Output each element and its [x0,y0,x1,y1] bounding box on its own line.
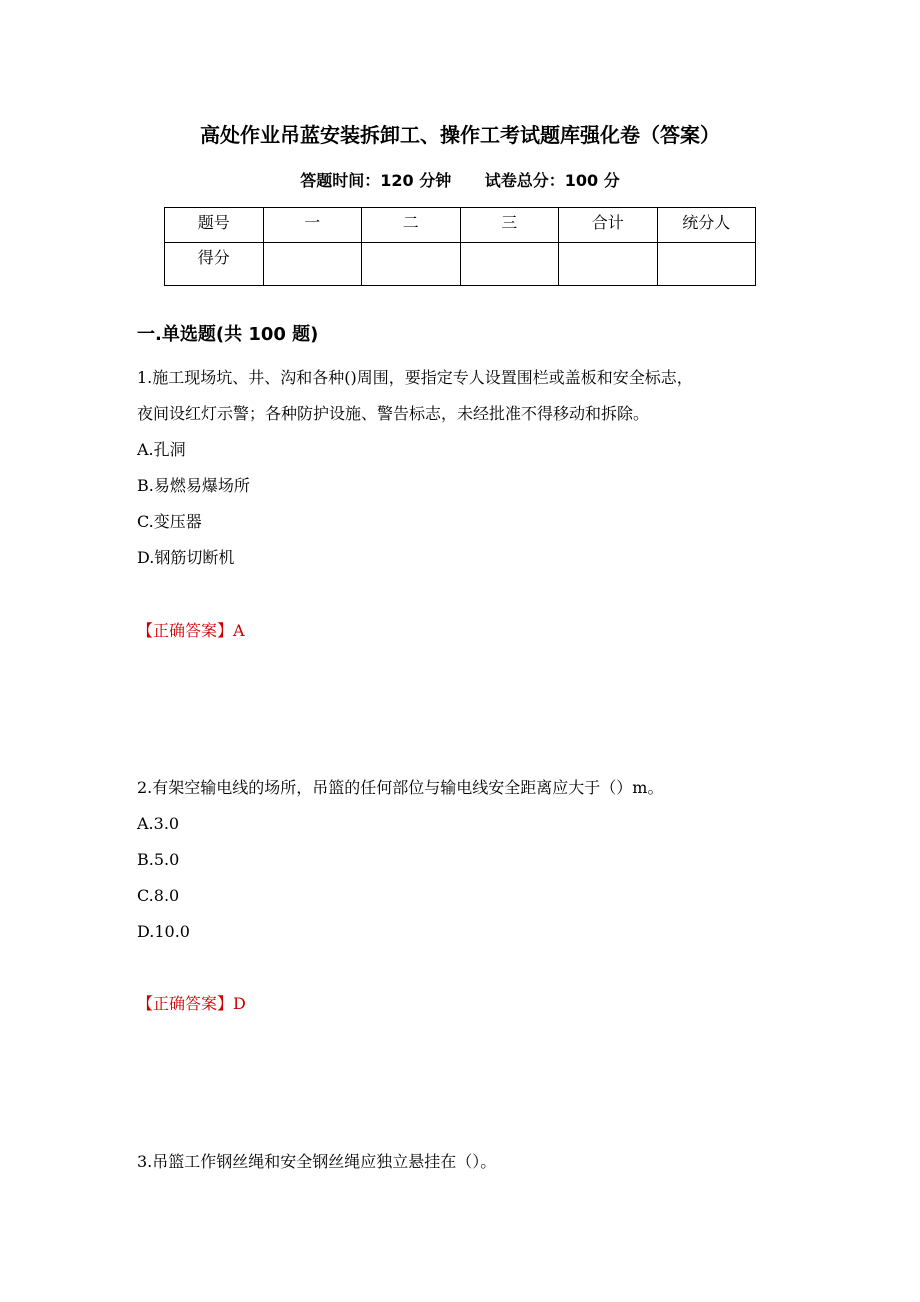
score-table [164,207,756,286]
question-2-stem-line-1: 2.有架空输电线的场所，吊篮的任何部位与输电线安全距离应大于（）m。 [137,778,664,797]
score-table-score-row [165,243,756,286]
score-table-header-cell: 二 [362,208,461,243]
question-2-answer: 【正确答案】D [137,994,246,1013]
question-3-stem-line-1: 3.吊篮工作钢丝绳和安全钢丝绳应独立悬挂在（）。 [137,1152,497,1171]
score-table-header-cell: 合计 [559,208,658,243]
score-table-header-cell: 统分人 [657,208,756,243]
score-cell [559,243,658,286]
question-2-option-d: D.10.0 [137,922,190,941]
score-table-header-cell: 三 [460,208,559,243]
score-table-row-label: 得分 [165,243,264,286]
question-1-option-b: B.易燃易爆场所 [137,476,250,495]
score-table-header-row [165,208,756,243]
score-table-header-cell: 题号 [165,208,264,243]
score-cell [460,243,559,286]
question-1-stem-line-2: 夜间设红灯示警；各种防护设施、警告标志，未经批准不得移动和拆除。 [137,404,650,423]
score-table-header-cell: 一 [263,208,362,243]
score-cell [657,243,756,286]
section-title: 一.单选题(共 100 题) [137,324,319,345]
exam-total-score: 试卷总分：100 分 [484,171,620,190]
question-1-option-c: C.变压器 [137,512,202,531]
exam-meta [0,170,920,192]
question-2-option-b: B.5.0 [137,850,180,869]
question-1-option-d: D.钢筋切断机 [137,548,235,567]
question-1-stem-line-1: 1.施工现场坑、井、沟和各种()周围，要指定专人设置围栏或盖板和安全标志， [137,368,693,387]
question-1-option-a: A.孔洞 [137,440,186,459]
document-title: 高处作业吊蓝安装拆卸工、操作工考试题库强化卷（答案） [200,123,720,147]
question-2-option-c: C.8.0 [137,886,180,905]
question-1-answer: 【正确答案】A [137,621,245,640]
question-2-option-a: A.3.0 [137,814,180,833]
score-cell [362,243,461,286]
score-cell [263,243,362,286]
exam-time: 答题时间：120 分钟 [300,171,452,190]
